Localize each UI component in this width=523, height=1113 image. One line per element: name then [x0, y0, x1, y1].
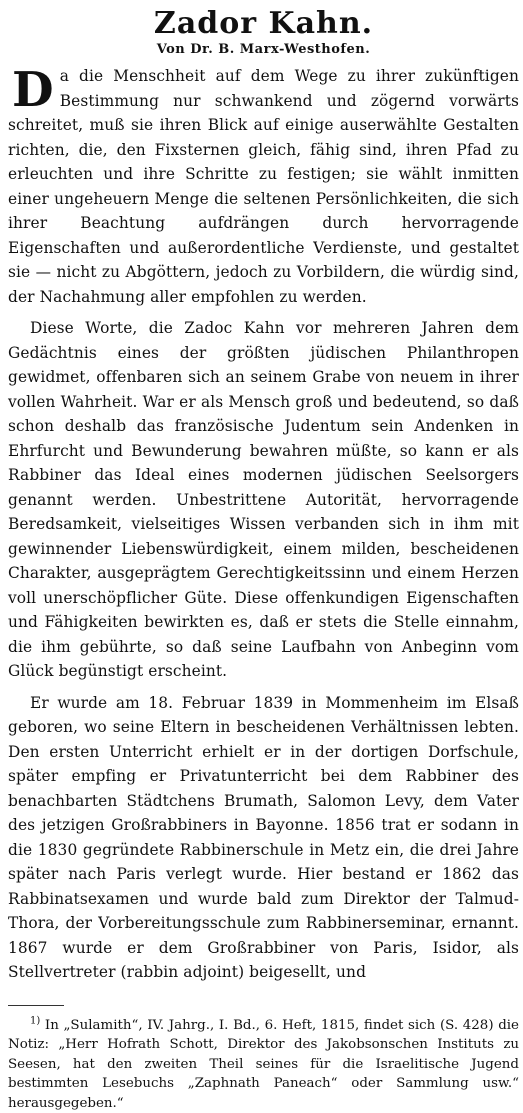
footnote-marker: 1) — [30, 1015, 40, 1026]
paragraph-2: Diese Worte, die Zadoc Kahn vor mehreren Jahren dem Gedächtnis eines der größten jüdischen Philanthropen gewidmet, offenbaren sich an seinem Grabe von neuem in ihrer vollen Wahrheit. War er als Mensch groß und bedeutend, so daß schon deshalb das französische Judentum sein Andenken in Ehrfurcht und Bewunderung bewahren müßte, so kann er als Rabbiner das Ideal eines modernen jüdischen Seelsorgers genannt werden. Unbestrittene Autorität, hervorragende Beredsamkeit, vielseitiges Wissen verbanden sich in ihm mit gewinnender Liebenswürdigkeit, einem milden, bescheidenen Charakter, ausgeprägtem Gerechtigkeitssinn und einem Herzen voll unerschöpflicher Güte. Diese offenkundigen Eigenschaften und Fähigkeiten bewirkten es, daß er stets die Stelle einnahm, die ihm gebührte, so daß seine Laufbahn von Anbeginn vom Glück begünstigt erscheint. — [8, 316, 519, 684]
footnote — [8, 1016, 519, 1113]
paragraph-3: Er wurde am 18. Februar 1839 in Mommenheim im Elsaß geboren, wo seine Eltern in bescheidenen Verhältnissen lebten. Den ersten Unterricht erhielt er in der dortigen Dorfschule, später empfing er Privatunterricht bei dem Rabbiner des benachbarten Städtchens Brumath, Salomon Levy, dem Vater des jetzigen Großrabbiners in Bayonne. 1856 trat er sodann in die 1830 gegründete Rabbinerschule in Metz ein, die drei Jahre später nach Paris verlegt wurde. Hier bestand er 1862 das Rabbinatsexamen und wurde bald zum Direktor der Talmud-Thora, der Vorbereitungsschule zum Rabbinerseminar, ernannt. 1867 wurde er dem Großrabbiner von Paris, Isidor, als Stellvertreter (rabbin adjoint) beigesellt, und — [8, 691, 519, 985]
article-byline: Von Dr. B. Marx-Westhofen. — [8, 42, 519, 58]
footnote-text: In „Sulamith“, IV. Jahrg., I. Bd., 6. Heft, 1815, findet sich (S. 428) die Notiz: „Herr Hofrath Schott, Direktor des Jakobsonschen Instituts zu Seesen, hat den zweiten Theil seines für die Israelitische Jugend bestimmten Lesebuchs „Zaphnath Paneach“ oder Sammlung usw.“ herausgegeben.“ — [8, 1018, 519, 1111]
footnote-divider — [8, 1005, 64, 1006]
paragraph-1 — [8, 64, 519, 309]
article-title: Zador Kahn. — [8, 6, 519, 42]
article-body — [8, 64, 519, 985]
paragraph-1-text: a die Menschheit auf dem Wege zu ihrer zukünftigen Bestimmung nur schwankend und zögernd vorwärts schreitet, muß sie ihren Blick auf einige auserwählte Gestalten richten, die, den Fixsternen gleich, fähig sind, ihren Pfad zu erleuchten und ihre Schritte zu festigen; sie wählt inmitten einer ungeheuern Menge die seltenen Persönlichkeiten, die sich ihrer Beachtung aufdrängen durch hervorragende Eigenschaften und außerordentliche Verdienste, und gestaltet sie — nicht zu Abgöttern, jedoch zu Vorbildern, die würdig sind, der Nachahmung aller empfohlen zu werden. — [8, 67, 519, 306]
drop-cap-letter: D — [12, 68, 54, 112]
